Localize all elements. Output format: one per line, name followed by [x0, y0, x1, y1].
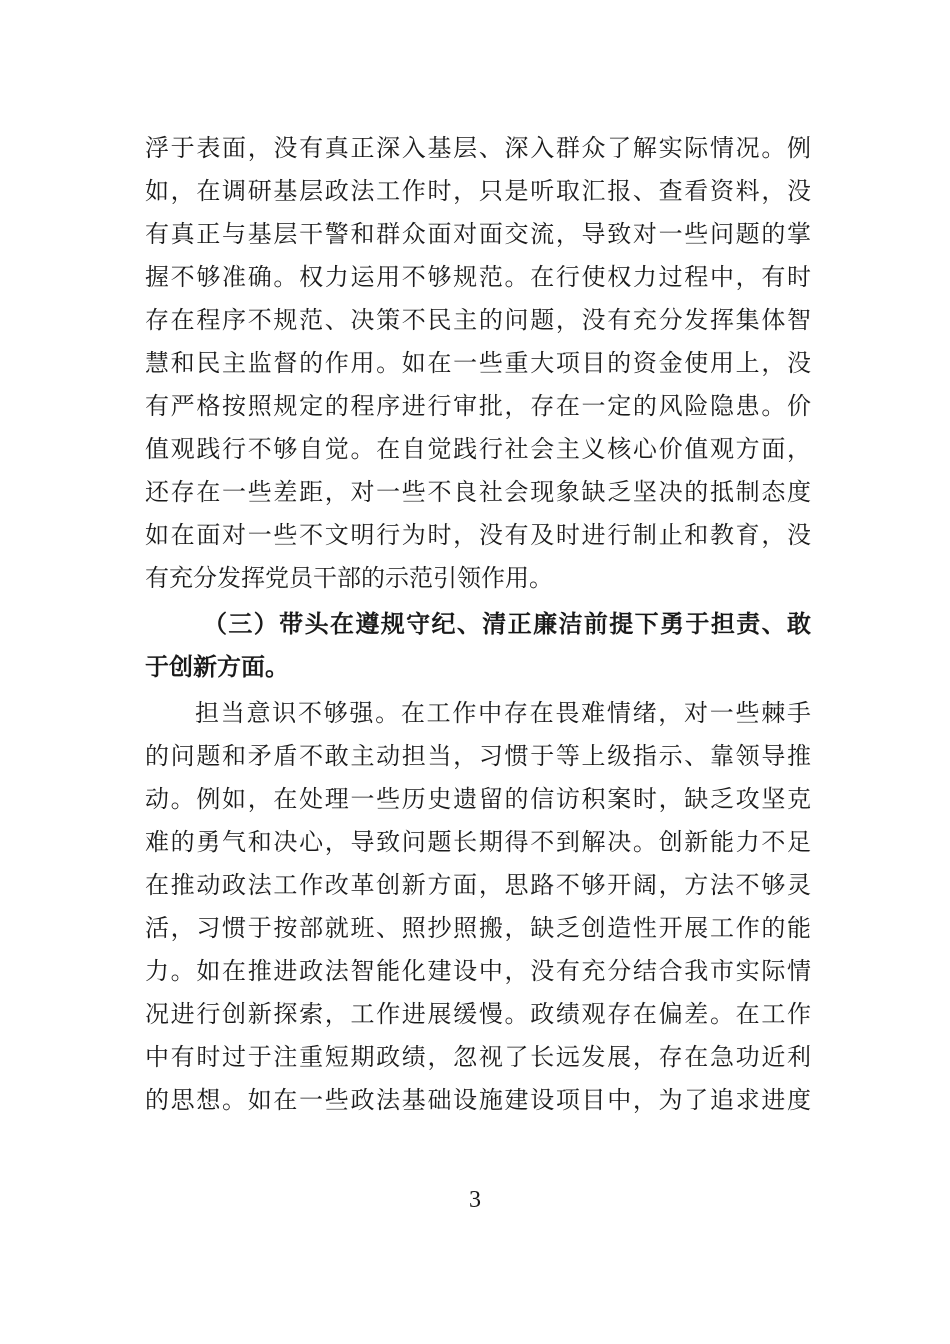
text-line: 如在面对一些不文明行为时，没有及时进行制止和教育，没	[145, 521, 811, 549]
text-line: 难的勇气和决心，导致问题长期得不到解决。创新能力不足	[145, 828, 811, 856]
text-line: 有真正与基层干警和群众面对面交流，导致对一些问题的掌	[145, 220, 811, 248]
text-line: 有严格按照规定的程序进行审批，存在一定的风险隐患。价	[145, 392, 811, 420]
section-heading: （三）带头在遵规守纪、清正廉洁前提下勇于担责、敢	[203, 609, 811, 638]
text-line: 浮于表面，没有真正深入基层、深入群众了解实际情况。例	[145, 134, 811, 162]
text-line: 活，习惯于按部就班、照抄照搬，缺乏创造性开展工作的能	[145, 914, 811, 942]
text-line: 存在程序不规范、决策不民主的问题，没有充分发挥集体智	[145, 306, 811, 334]
text-line: 还存在一些差距，对一些不良社会现象缺乏坚决的抵制态度	[145, 478, 811, 506]
text-line: 动。例如，在处理一些历史遗留的信访积案时，缺乏攻坚克	[145, 785, 811, 813]
text-line: 在推动政法工作改革创新方面，思路不够开阔，方法不够灵	[145, 871, 811, 899]
page-number: 3	[469, 1187, 481, 1213]
text-line: 的思想。如在一些政法基础设施建设项目中，为了追求进度	[145, 1086, 811, 1114]
text-line: 如，在调研基层政法工作时，只是听取汇报、查看资料，没	[145, 177, 811, 205]
text-line: 力。如在推进政法智能化建设中，没有充分结合我市实际情	[145, 957, 811, 985]
section-heading-continuation: 于创新方面。	[145, 652, 289, 681]
text-line: 慧和民主监督的作用。如在一些重大项目的资金使用上，没	[145, 349, 811, 377]
text-line: 况进行创新探索，工作进展缓慢。政绩观存在偏差。在工作	[145, 1000, 811, 1028]
text-line: 中有时过于注重短期政绩，忽视了长远发展，存在急功近利	[145, 1043, 811, 1071]
text-line: 的问题和矛盾不敢主动担当，习惯于等上级指示、靠领导推	[145, 742, 811, 770]
text-line: 担当意识不够强。在工作中存在畏难情绪，对一些棘手	[195, 699, 811, 727]
text-line: 值观践行不够自觉。在自觉践行社会主义核心价值观方面，	[145, 435, 811, 463]
text-line: 握不够准确。权力运用不够规范。在行使权力过程中，有时	[145, 263, 811, 291]
text-line: 有充分发挥党员干部的示范引领作用。	[145, 564, 553, 592]
